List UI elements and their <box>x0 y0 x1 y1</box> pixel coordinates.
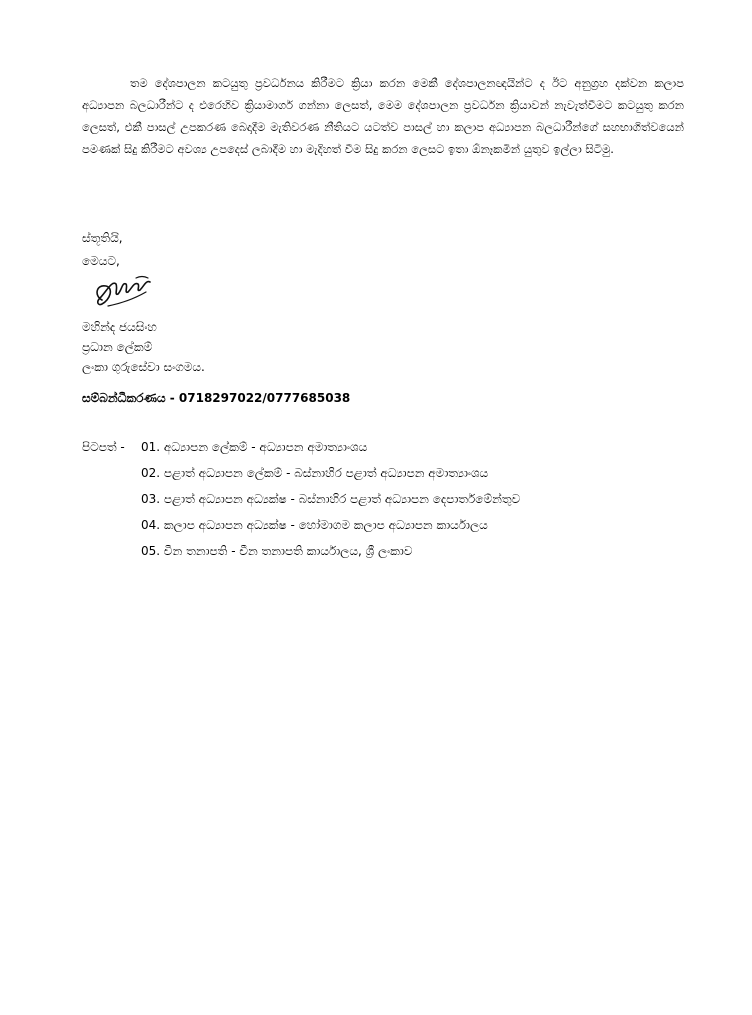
contact-line: සම්බන්ධීකරණය - 0718297022/0777685038 <box>82 391 351 405</box>
copy-item-2: 02. පළාත් අධ්‍යාපන ලේකම් - බස්නාහිර පළාත් අධ්‍යාපන අමාත්‍යාංශය <box>141 466 489 480</box>
closing-thanks: ස්තූතියි, <box>82 231 123 245</box>
copy-item-1: 01. අධ්‍යාපන ලේකම් - අධ්‍යාපන අමාත්‍යාංශය <box>141 440 368 454</box>
body-paragraph: තම දේශපාලන කටයුතු ප්‍රවර්ධනය කිරීමට ක්‍රියා කරන මෙකී දේශපාලනඥයින්ට ද ඊට අනුග්‍රහ දක්වන කලාප අධ්‍යාපන බලධාරීන්ට ද එරෙහිව ක්‍රියාමාර්ග ගන්නා ලෙසත්, මෙම දේශපාලන ප්‍රවර්ධන ක්‍රියාවන් නැවැත්වීමට කටයුතු කරන ලෙසත්, එකී පාසල් උපකරණ බෙදාදීම මැතිවරණ නීතියට යටත්ව පාසල් හා කලාප අධ්‍යාපන බලධාරීන්ගේ සහභාගිත්වයෙන් පමණක් සිදු කිරීමට අවශ්‍ය උපදෙස් ලබාදීම හා මැදිහත් වීම සිදු කරන ලෙසට ඉතා ඕනෑකමින් යුතුව ඉල්ලා සිටිමු. <box>82 76 684 156</box>
copy-item-3: 03. පළාත් අධ්‍යාපන අධ්‍යක්ෂ - බස්නාහිර පළාත් අධ්‍යාපන දෙපාර්තමේන්තුව <box>141 492 521 506</box>
organization-name: ලංකා ගුරුසේවා සංගමය. <box>82 360 205 374</box>
signatory-name: මහින්ද ජයසිංහ <box>82 320 157 334</box>
handwritten-signature <box>88 270 158 314</box>
copy-item-4: 04. කලාප අධ්‍යාපන අධ්‍යක්ෂ - හෝමාගම කලාප අධ්‍යාපන කාර්යාලය <box>141 518 488 532</box>
signatory-title: ප්‍රධාන ලේකම් <box>82 340 153 354</box>
closing-yours: මෙයට, <box>82 254 120 268</box>
copies-label: පිටපත් - <box>82 440 125 454</box>
copy-item-5: 05. චීන තනාපති - චීන තනාපති කාර්යාලය, ශ්‍රී ලංකාව <box>141 544 413 558</box>
